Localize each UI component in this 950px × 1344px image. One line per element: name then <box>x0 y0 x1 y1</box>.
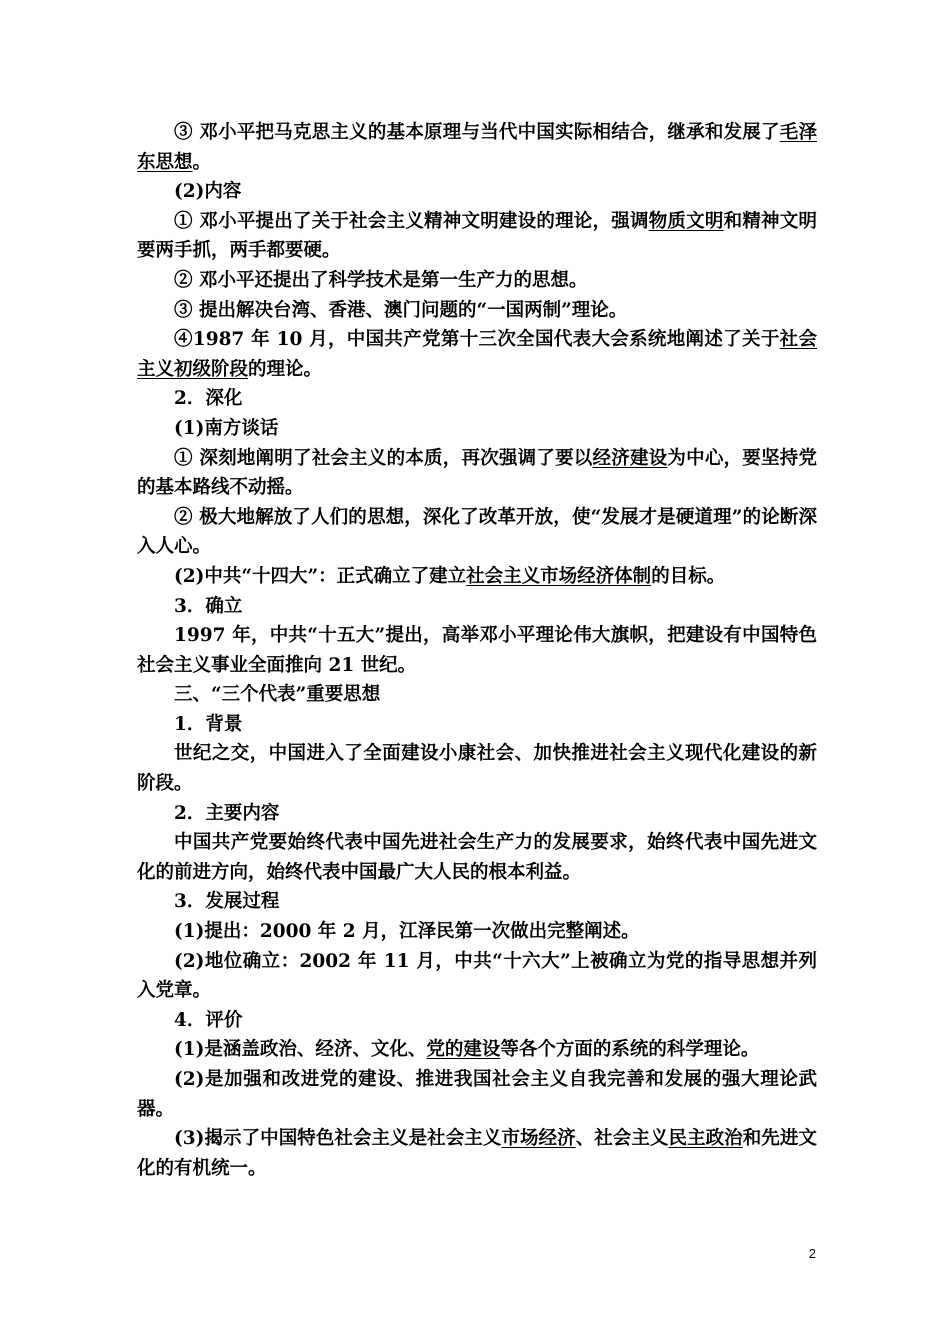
paragraph <box>137 739 817 798</box>
paragraph-text: 3．确立 <box>174 595 243 617</box>
paragraph <box>137 621 817 680</box>
document-body <box>137 118 817 1183</box>
paragraph-text: (2)地位确立：2002 年 11 月，中共“十六大”上被确立为党的指导思想并列入党章。 <box>137 950 817 1002</box>
underlined-term: 经济建设 <box>592 447 668 469</box>
underlined-term: 物质文明 <box>648 210 724 232</box>
underlined-term: 社会主义初级阶段 <box>137 329 817 380</box>
paragraph <box>137 1065 817 1124</box>
paragraph-text: 世纪之交，中国进入了全面建设小康社会、加快推进社会主义现代化建设的新阶段。 <box>137 743 817 795</box>
paragraph-text: 。 <box>192 151 212 173</box>
paragraph <box>137 384 817 414</box>
paragraph-text: (2)中共“十四大”：正式确立了建立 <box>174 565 467 587</box>
paragraph <box>137 325 817 384</box>
paragraph-text: 的理论。 <box>248 358 323 380</box>
paragraph-text: 的目标。 <box>651 565 726 587</box>
paragraph-text: (2)内容 <box>174 181 242 203</box>
paragraph-text: ② 极大地解放了人们的思想，深化了改革开放，使“发展才是硬道理”的论断深入人心。 <box>137 506 817 558</box>
paragraph-text: 中国共产党要始终代表中国先进社会生产力的发展要求，始终代表中国先进文化的前进方向，始终代表中国最广大人民的根本利益。 <box>137 832 817 883</box>
paragraph-text: 1．背景 <box>174 713 243 735</box>
paragraph-text: (2)是加强和改进党的建设、推进我国社会主义自我完善和发展的强大理论武器。 <box>137 1069 817 1120</box>
paragraph-text: 和先进文化的有机统一。 <box>137 1128 817 1179</box>
page-number: 2 <box>808 1246 816 1261</box>
paragraph <box>137 296 817 326</box>
underlined-term: 市场经济 <box>501 1128 576 1150</box>
paragraph-text: 为中心，要坚持党的基本路线不动摇。 <box>137 447 817 499</box>
paragraph-text: (1)提出：2000 年 2 月，江泽民第一次做出完整阐述。 <box>174 921 640 943</box>
paragraph <box>137 799 817 829</box>
paragraph-text: (1)是涵盖政治、经济、文化、 <box>174 1039 427 1061</box>
paragraph-text: 1997 年，中共“十五大”提出，高举邓小平理论伟大旗帜，把建设有中国特色社会主义事业全面推向 21 世纪。 <box>137 625 817 676</box>
underlined-term: 社会主义市场经济体制 <box>466 565 652 587</box>
paragraph-text: ① 邓小平提出了关于社会主义精神文明建设的理论，强调 <box>174 210 649 232</box>
paragraph <box>137 1006 817 1036</box>
paragraph-text: (1)南方谈话 <box>174 417 279 439</box>
paragraph-text: ② 邓小平还提出了科学技术是第一生产力的思想。 <box>174 269 588 291</box>
paragraph <box>137 1035 817 1065</box>
paragraph-text: 3．发展过程 <box>174 891 280 913</box>
paragraph-text: 2．主要内容 <box>174 802 280 824</box>
paragraph <box>137 562 817 592</box>
paragraph <box>137 947 817 1006</box>
paragraph <box>137 503 817 562</box>
paragraph <box>137 266 817 296</box>
paragraph <box>137 917 817 947</box>
paragraph-text: ③ 邓小平把马克思主义的基本原理与当代中国实际相结合，继承和发展了 <box>174 122 780 143</box>
paragraph-text: 4．评价 <box>174 1009 243 1031</box>
paragraph <box>137 828 817 887</box>
paragraph-text: 等各个方面的系统的科学理论。 <box>500 1039 760 1061</box>
paragraph-text: ③ 提出解决台湾、香港、澳门问题的“一国两制”理论。 <box>174 299 628 321</box>
paragraph <box>137 1124 817 1183</box>
paragraph <box>137 118 817 177</box>
paragraph <box>137 710 817 740</box>
paragraph-text: (3)揭示了中国特色社会主义是社会主义 <box>174 1128 502 1150</box>
paragraph-text: 2．深化 <box>174 388 243 410</box>
underlined-term: 党的建设 <box>426 1039 501 1061</box>
paragraph-text: ④1987 年 10 月，中国共产党第十三次全国代表大会系统地阐述了关于 <box>174 329 780 351</box>
paragraph <box>137 680 817 710</box>
paragraph <box>137 207 817 266</box>
underlined-term: 民主政治 <box>668 1128 743 1150</box>
paragraph <box>137 177 817 207</box>
paragraph-text: 三、“三个代表”重要思想 <box>174 684 381 706</box>
paragraph <box>137 414 817 444</box>
paragraph-text: ① 深刻地阐明了社会主义的本质，再次强调了要以 <box>174 447 593 469</box>
underlined-term: 毛泽东思想 <box>137 122 817 173</box>
paragraph-text: 和精神文明要两手抓，两手都要硬。 <box>137 210 817 262</box>
paragraph <box>137 592 817 622</box>
paragraph-text: 、社会主义 <box>575 1128 669 1150</box>
paragraph <box>137 444 817 503</box>
paragraph <box>137 887 817 917</box>
